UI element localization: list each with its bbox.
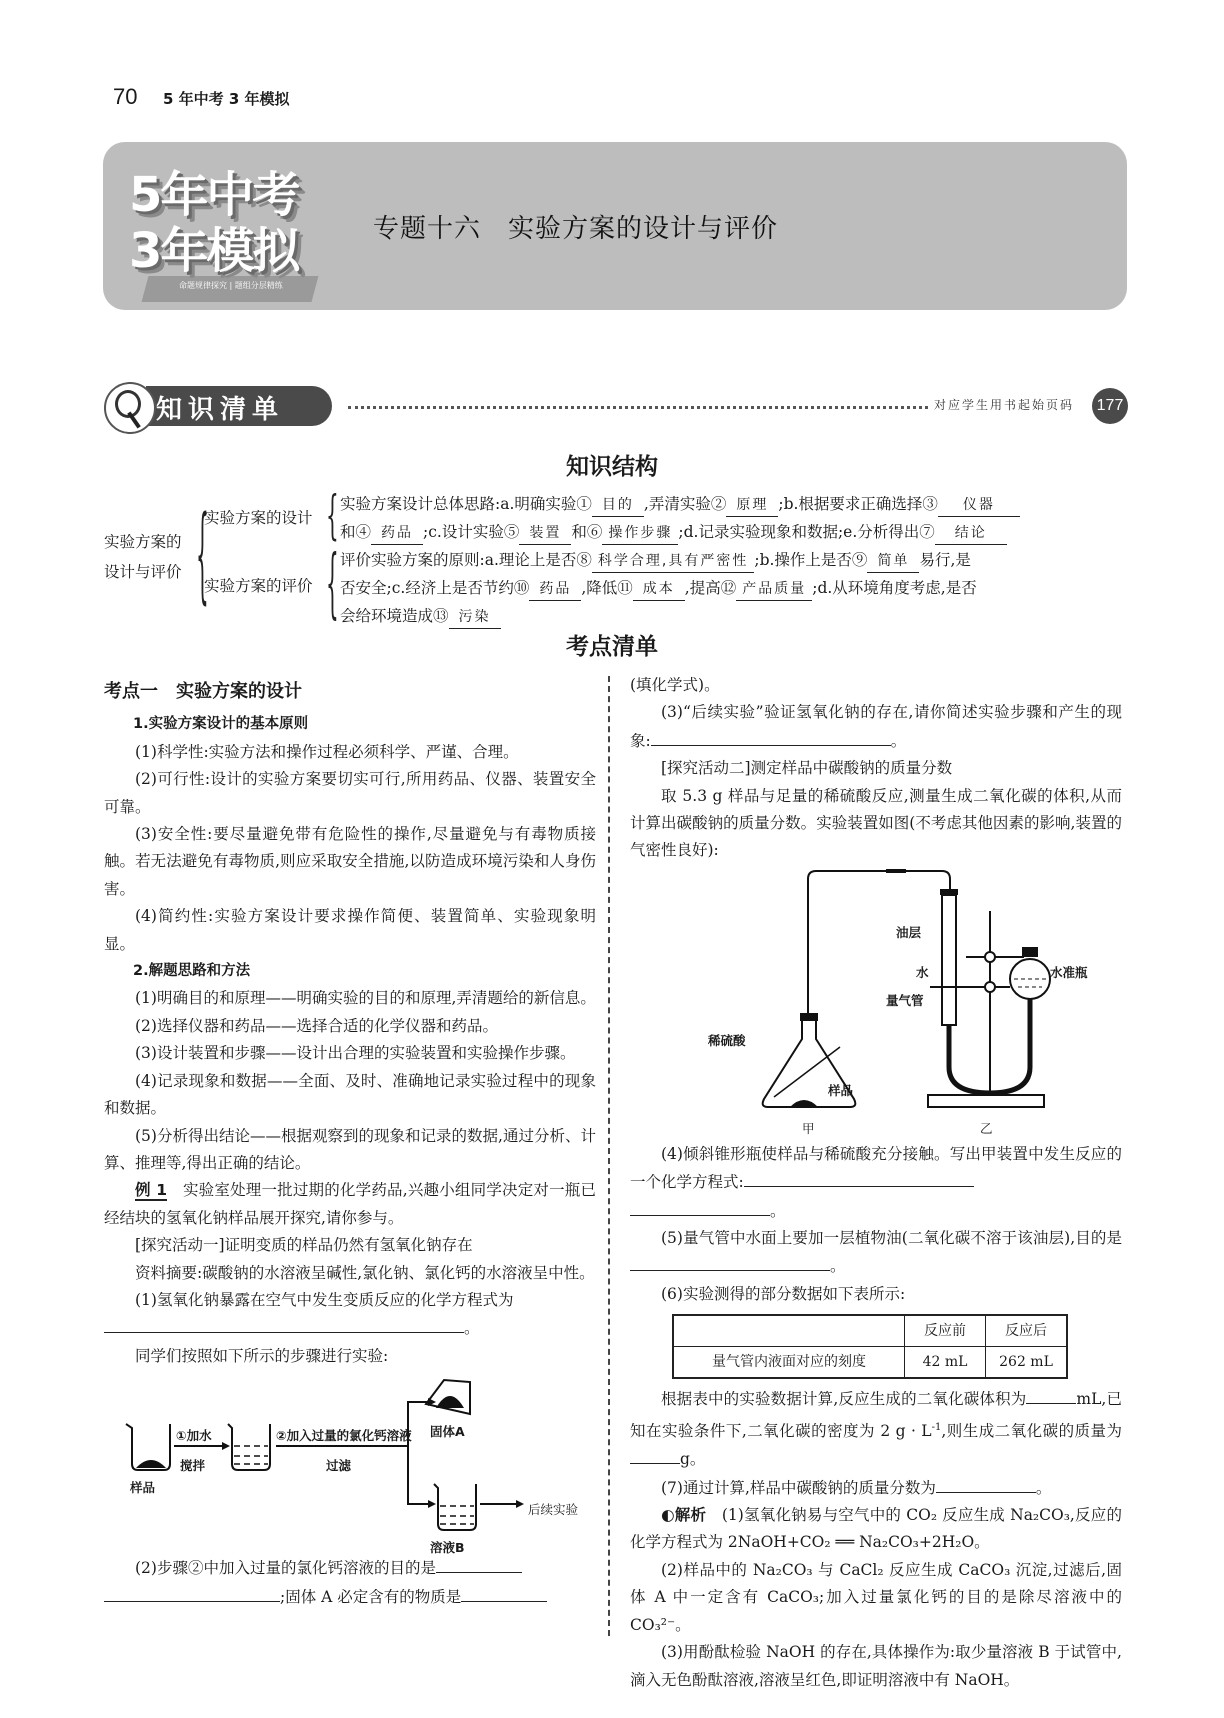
principle-item: (4)简约性:实验方案设计要求操作简便、装置简单、实验现象明显。	[104, 907, 596, 953]
info-summary: 资料摘要:碳酸钠的水溶液呈碱性,氯化钠、氯化钙的水溶液呈中性。	[135, 1263, 595, 1282]
answer-blank[interactable]	[1026, 1385, 1076, 1404]
answer-9: 简单	[867, 550, 919, 573]
question-4-cont: 。	[630, 1197, 1122, 1225]
start-page-badge: 177	[1092, 388, 1128, 424]
dotted-leader	[348, 406, 928, 409]
root-brace: {	[196, 496, 209, 616]
question-6: (6)实验测得的部分数据如下表所示:	[661, 1284, 906, 1303]
design-line2: 和④ 药品 ;c.设计实验⑤ 装置 和⑥ 操作步骤 ;d.记录实验现象和数据;e.分析得出⑦ 结论	[340, 518, 1007, 546]
label-step2-top: ②加入过量的氯化钙溶液	[276, 1428, 412, 1444]
sample-in-flask	[790, 1100, 818, 1107]
logo-line1: 5年中考	[129, 167, 299, 223]
design-label: 实验方案的设计	[204, 509, 313, 527]
section-title: 知识清单	[156, 395, 285, 425]
data-table	[672, 1314, 1068, 1379]
label-step1-top: ①加水	[176, 1428, 212, 1444]
label-step1-bottom: 搅拌	[180, 1458, 206, 1474]
root-line2: 设计与评价	[104, 563, 182, 581]
structure-root	[104, 527, 182, 587]
left-column	[104, 678, 596, 1611]
answer-blank[interactable]	[744, 1168, 974, 1187]
label-jia: 甲	[802, 1120, 815, 1136]
exam-point-1-title: 考点一 实验方案的设计	[104, 681, 302, 702]
gas-measurement-apparatus	[690, 867, 1090, 1137]
subsection-2-title: 2.解题思路和方法	[133, 963, 251, 980]
question-3: (3)“后续实验”验证氢氧化钠的存在,请你简述实验步骤和产生的现象: 。	[630, 703, 1122, 750]
question-2: (2)步骤②中加入过量的氯化钙溶液的目的是	[104, 1554, 596, 1582]
answer-blank[interactable]	[651, 727, 891, 746]
label-level-bottle: 水准瓶	[1050, 964, 1088, 980]
principle-item: (1)科学性:实验方法和操作过程必须科学、严谨、合理。	[135, 742, 519, 761]
table-cell: 262 mL	[986, 1347, 1068, 1379]
method-item: (1)明确目的和原理——明确实验的目的和原理,弄清题给的新信息。	[135, 989, 596, 1008]
answer-10: 药品	[529, 578, 581, 601]
label-yi: 乙	[980, 1120, 993, 1136]
answer-blank[interactable]	[630, 1445, 680, 1464]
beaker-solution-b	[434, 1484, 476, 1530]
experiment-steps-figure	[114, 1374, 584, 1556]
steps-intro: 同学们按照如下所示的步骤进行实验:	[135, 1346, 389, 1365]
question-2-cont: ;固体 A 必定含有的物质是	[104, 1583, 596, 1611]
exam-points-heading: 考点清单	[566, 634, 658, 660]
label-solution-b: 溶液B	[430, 1540, 465, 1556]
answer-11: 成本	[633, 578, 685, 601]
activity-1: [探究活动一]证明变质的样品仍然有氢氧化钠存在	[135, 1236, 473, 1255]
answer-3: 仪器	[938, 494, 1020, 517]
principle-item: (3)安全性:要尽量避免带有危险性的操作,尽量避免与有毒物质接触。若无法避免有毒物质,则应采取安全措施,以防造成环境污染和人身伤害。	[104, 825, 596, 898]
label-sample: 样品	[828, 1082, 854, 1098]
evaluation-brace: {	[326, 540, 339, 628]
evaluation-label: 实验方案的评价	[204, 577, 313, 595]
label-sample: 样品	[130, 1480, 156, 1496]
label-solid-a: 固体A	[430, 1424, 465, 1440]
question-6-calc: 根据表中的实验数据计算,反应生成的二氧化碳体积为 mL,已知在实验条件下,二氧化碳的密度为 2 $g \cdot L^{-1}$,则生成二氧化碳的质量为g。	[630, 1385, 1122, 1473]
page-number: 70	[113, 84, 138, 109]
answer-5: 装置	[519, 522, 571, 545]
label-water: 水	[916, 964, 929, 980]
subsection-1-title: 1.实验方案设计的基本原则	[133, 716, 309, 733]
book-title: 5 年中考 3 年模拟	[163, 90, 290, 108]
analysis-3: (3)用酚酞检验 NaOH 的存在,具体操作为:取少量溶液 B 于试管中,滴入无色酚酞溶液,溶液呈红色,即证明溶液中有 NaOH。	[630, 1643, 1122, 1689]
chapter-banner	[103, 142, 1127, 310]
analysis-1: ◐解析 (1)氢氧化钠易与空气中的 CO₂ 反应生成 Na₂CO₃,反应的化学方程式为 2NaOH+CO₂ ══ Na₂CO₃+2H₂O。	[630, 1506, 1122, 1552]
logo-line2: 3年模拟	[129, 223, 299, 279]
question-4: (4)倾斜锥形瓶使样品与稀硫酸充分接触。写出甲装置中发生反应的一个化学方程式:	[630, 1144, 1122, 1192]
answer-blank[interactable]	[104, 1314, 464, 1333]
root-line1: 实验方案的	[104, 533, 182, 551]
table-header-row	[673, 1315, 1067, 1347]
table-header	[673, 1315, 905, 1347]
evaluation-line3: 会给环境造成⑬ 污染	[340, 602, 501, 630]
analysis-label: 解析	[674, 1506, 707, 1525]
analysis-icon: ◐	[661, 1506, 675, 1525]
sample-solid	[136, 1460, 166, 1468]
table-cell: 量气管内液面对应的刻度	[673, 1347, 905, 1379]
evaluation-line2: 否安全;c.经济上是否节约⑩ 药品 ,降低⑪ 成本 ,提高⑫ 产品质量 ;d.从环境角度考虑,是否	[340, 574, 977, 602]
logo-tagline: 命题规律探究 | 题组分层精练	[179, 281, 283, 290]
gas-burette	[942, 895, 956, 1025]
answer-8: 科学合理,具有严密性	[592, 550, 754, 573]
right-column	[630, 672, 1122, 1694]
label-follow-up: 后续实验	[528, 1502, 579, 1518]
connecting-tube	[808, 871, 950, 1017]
activity-2: [探究活动二]测定样品中碳酸钠的质量分数	[661, 759, 953, 778]
answer-blank[interactable]	[936, 1474, 1036, 1493]
magnifier-icon	[104, 382, 156, 434]
example-intro: 例 1 实验室处理一批过期的化学药品,兴趣小组同学决定对一瓶已经结块的氢氧化钠样品展开探究,请你参与。	[104, 1181, 596, 1227]
solid-a	[436, 1396, 464, 1408]
table-cell: 42 mL	[905, 1347, 986, 1379]
column-divider	[608, 676, 610, 1636]
method-item: (4)记录现象和数据——全面、及时、准确地记录实验过程中的现象和数据。	[104, 1071, 596, 1118]
label-step2-bottom: 过滤	[326, 1458, 352, 1474]
answer-blank[interactable]	[630, 1252, 830, 1271]
stand-base	[928, 1095, 1044, 1107]
activity-2-text: 取 5.3 g 样品与足量的稀硫酸反应,测量生成二氧化碳的体积,从而计算出碳酸钠的质量分数。实验装置如图(不考虑其他因素的影响,装置的气密性良好):	[630, 786, 1122, 860]
answer-blank[interactable]	[461, 1583, 547, 1602]
answer-blank[interactable]	[104, 1583, 280, 1602]
label-oil-layer: 油层	[896, 924, 922, 940]
chapter-title: 专题十六 实验方案的设计与评价	[373, 214, 779, 244]
label-dilute-acid: 稀硫酸	[708, 1032, 746, 1048]
method-item: (2)选择仪器和药品——选择合适的化学仪器和药品。	[135, 1016, 498, 1035]
answer-7: 结论	[935, 522, 1007, 545]
answer-6: 操作步骤	[602, 522, 678, 545]
label-gas-tube: 量气管	[886, 992, 924, 1008]
beaker-dissolved	[228, 1424, 270, 1470]
evaluation-line1: 评价实验方案的原则:a.理论上是否⑧ 科学合理,具有严密性 ;b.操作上是否⑨ 简单 易行,是	[340, 546, 971, 574]
analysis-2: (2)样品中的 Na₂CO₃ 与 CaCl₂ 反应生成 CaCO₃ 沉淀,过滤后,固体 A 中一定含有 CaCO₃;加入过量氯化钙的目的是除尽溶液中的 CO₃²⁻。	[630, 1560, 1122, 1634]
method-item: (3)设计装置和步骤——设计出合理的实验装置和实验操作步骤。	[135, 1044, 576, 1063]
answer-2: 原理	[726, 494, 778, 517]
answer-1: 目的	[592, 494, 644, 517]
question-1-blank-line: 。	[104, 1314, 596, 1342]
answer-13: 污染	[449, 606, 501, 629]
question-2-end: (填化学式)。	[630, 676, 720, 694]
method-item: (5)分析得出结论——根据观察到的现象和记录的数据,通过分析、计算、推理等,得出正确的结论。	[104, 1126, 596, 1172]
start-page-label: 对应学生用书起始页码	[934, 398, 1075, 412]
principle-item: (2)可行性:设计的实验方案要切实可行,所用药品、仪器、装置安全可靠。	[104, 770, 596, 816]
question-1: (1)氢氧化钠暴露在空气中发生变质反应的化学方程式为	[135, 1290, 514, 1309]
section-bar	[104, 382, 1124, 430]
knowledge-structure-heading: 知识结构	[566, 454, 658, 480]
question-7: (7)通过计算,样品中碳酸钠的质量分数为 。	[630, 1474, 1122, 1502]
table-header: 反应前	[905, 1315, 986, 1347]
example-label: 例 1	[135, 1181, 168, 1200]
question-5: (5)量气管中水面上要加一层植物油(二氧化碳不溶于该油层),目的是。	[630, 1225, 1122, 1281]
design-line1: 实验方案设计总体思路:a.明确实验① 目的 ,弄清实验② 原理 ;b.根据要求正确选择③ 仪器	[340, 490, 1020, 518]
answer-12: 产品质量	[736, 578, 812, 601]
answer-blank[interactable]	[630, 1197, 770, 1216]
series-logo	[105, 152, 325, 310]
answer-4: 药品	[371, 522, 423, 545]
design-brace: {	[326, 486, 339, 546]
table-header: 反应后	[986, 1315, 1068, 1347]
table-row	[673, 1347, 1067, 1379]
